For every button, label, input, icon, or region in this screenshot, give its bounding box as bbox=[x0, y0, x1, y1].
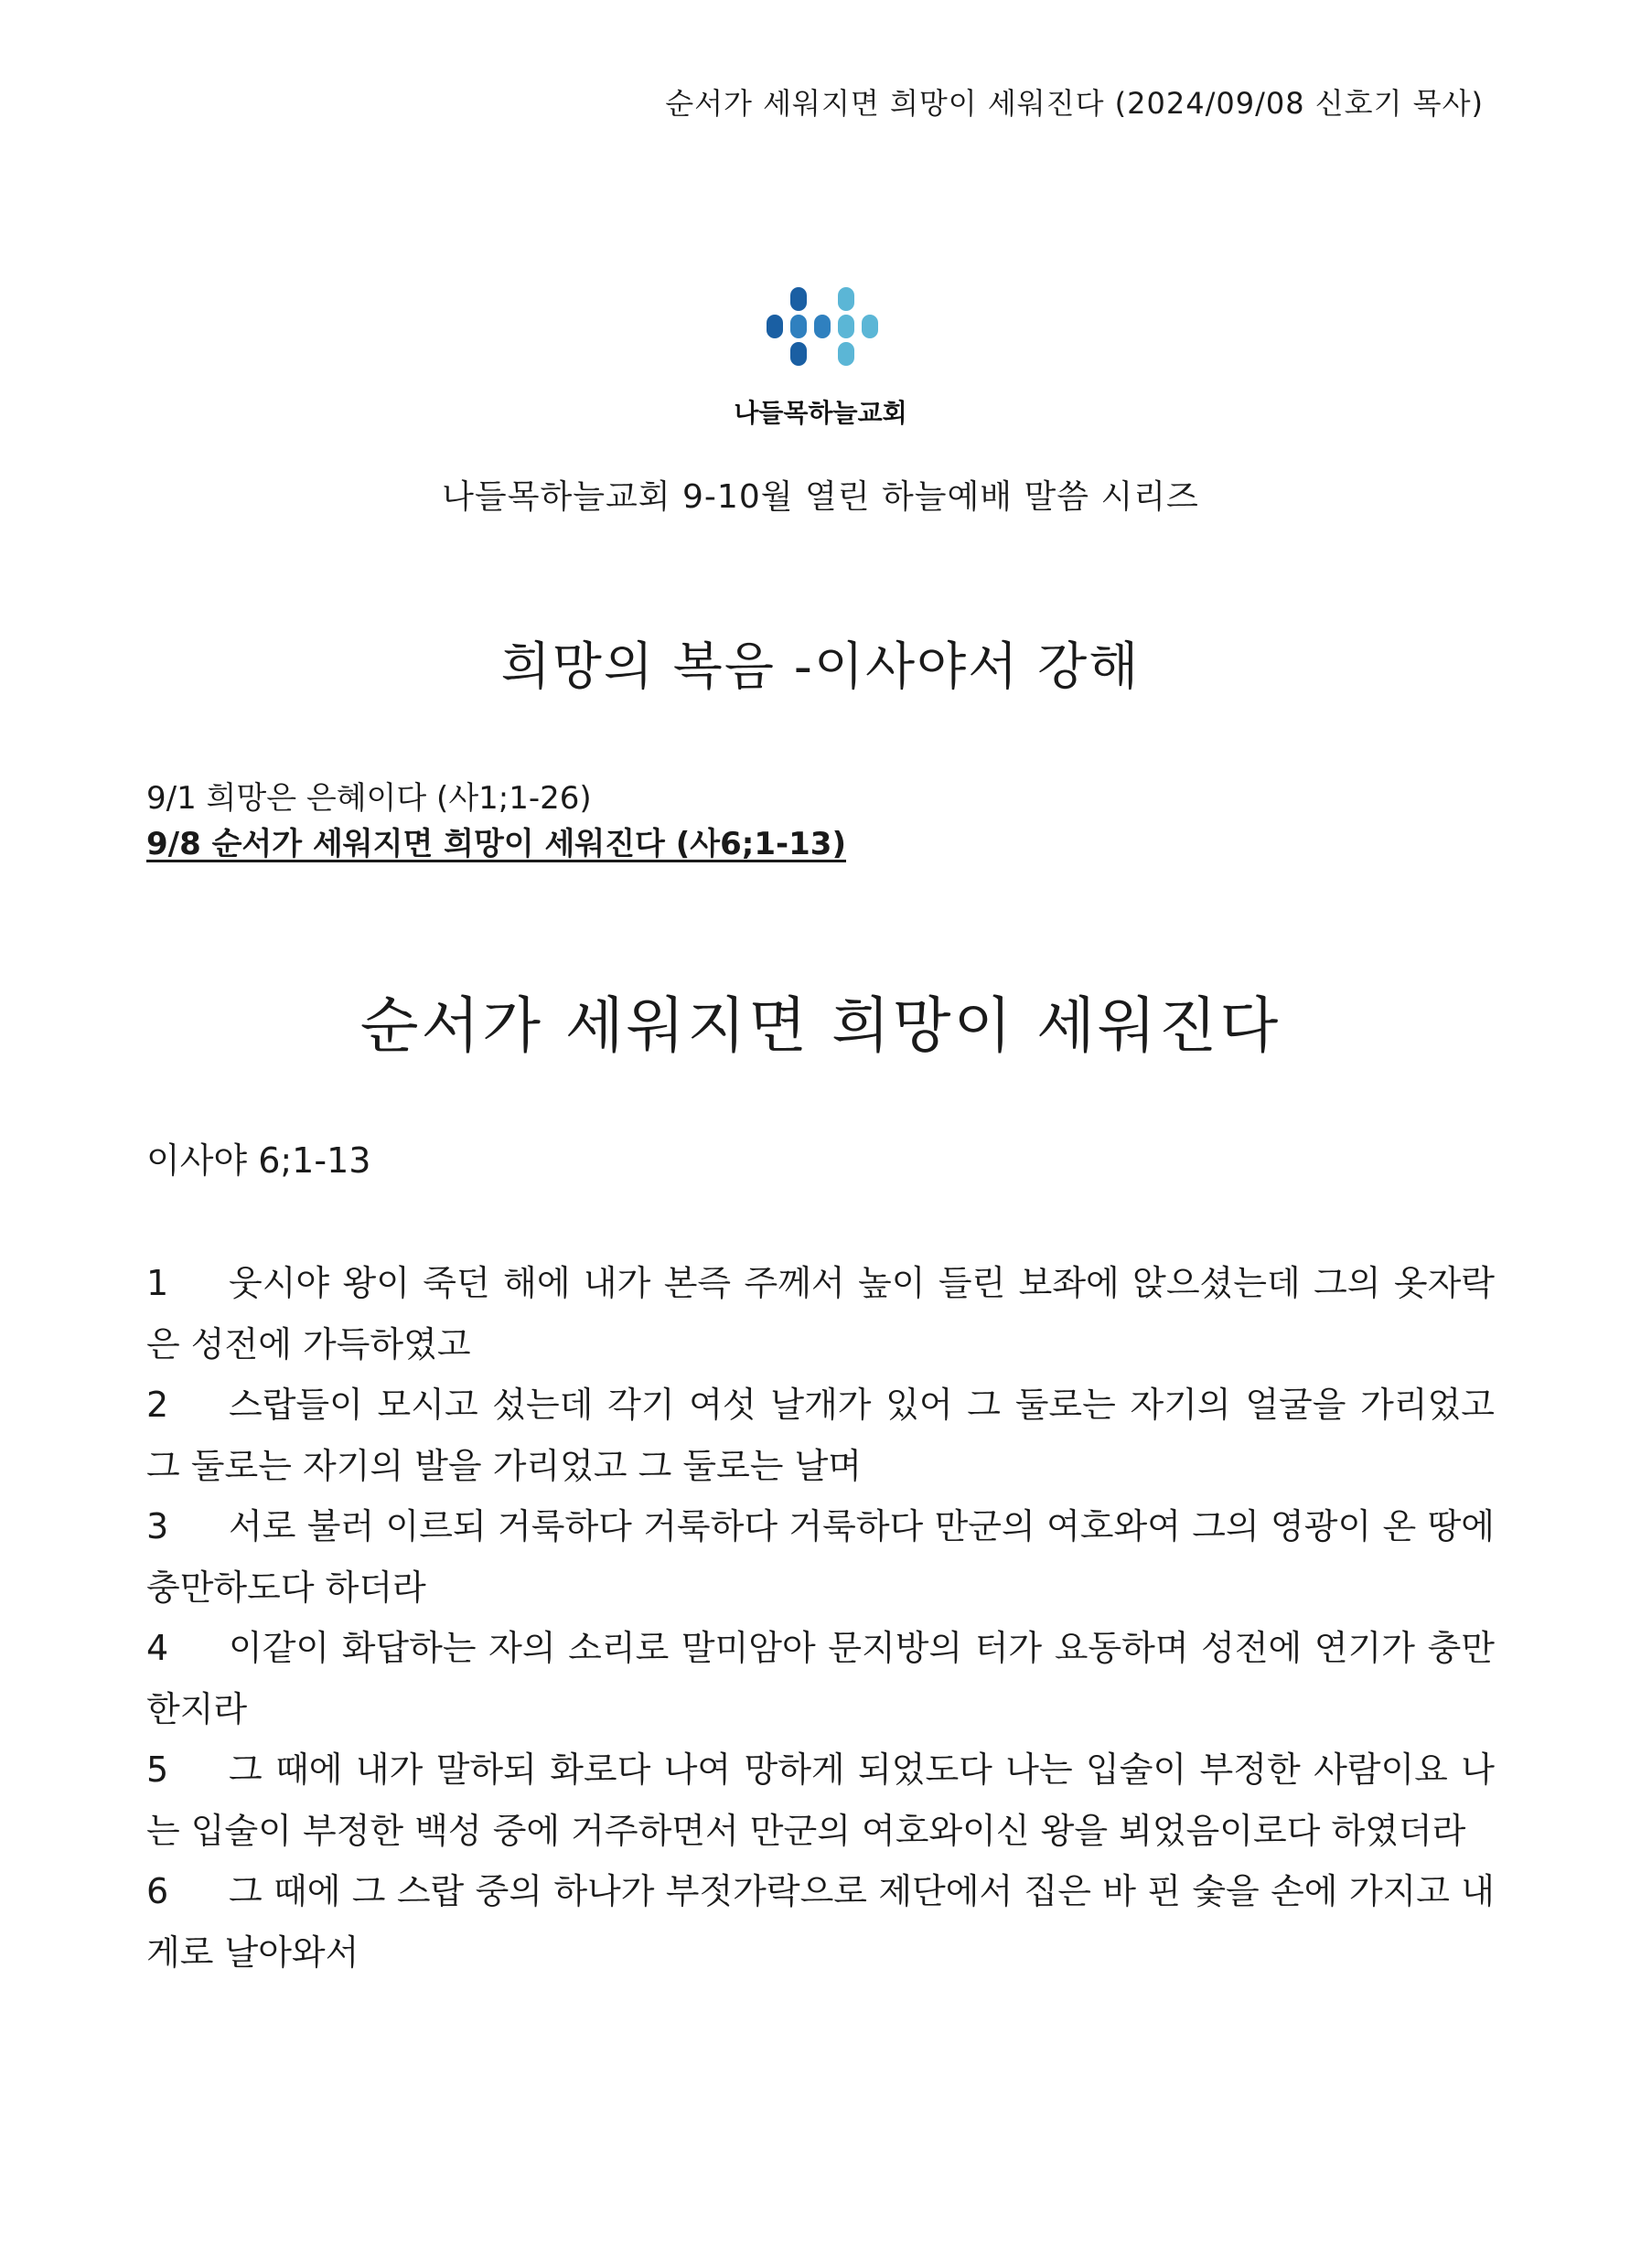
passage-reference: 이사야 6;1-13 bbox=[146, 1140, 371, 1181]
running-header: 순서가 세워지면 희망이 세워진다 (2024/09/08 신호기 목사) bbox=[665, 86, 1484, 121]
verse-text: 이같이 화답하는 자의 소리로 말미암아 문지방의 터가 요동하며 성전에 연기가 충만한지라 bbox=[146, 1628, 1495, 1729]
verse bbox=[146, 1618, 1495, 1739]
verse-text: 서로 불러 이르되 거룩하다 거룩하다 거룩하다 만군의 여호와여 그의 영광이 온 땅에 충만하도다 하더라 bbox=[146, 1506, 1495, 1608]
verse bbox=[146, 1375, 1495, 1496]
schedule-item-current: 9/8 순서가 세워지면 희망이 세워진다 (사6;1-13) bbox=[146, 826, 846, 862]
verse bbox=[146, 1496, 1495, 1618]
verse bbox=[146, 1739, 1495, 1861]
verse bbox=[146, 1861, 1495, 1983]
verse-number: 2 bbox=[146, 1385, 169, 1425]
verse-text: 그 때에 그 스랍 중의 하나가 부젓가락으로 제단에서 집은 바 핀 숯을 손에 가지고 내게로 날아와서 bbox=[146, 1871, 1495, 1973]
verse-number: 3 bbox=[146, 1506, 169, 1546]
cross-dots-logo-icon bbox=[752, 274, 889, 375]
series-title: 희망의 복음 -이사야서 강해 bbox=[500, 637, 1141, 697]
series-subtitle: 나들목하늘교회 9-10월 열린 하늘예배 말씀 시리즈 bbox=[442, 478, 1199, 516]
schedule-item: 9/1 희망은 은혜이다 (사1;1-26) bbox=[146, 780, 592, 817]
church-logo bbox=[0, 274, 1641, 430]
logo-wordmark: 나들목하늘교회 bbox=[734, 398, 907, 428]
sermon-title: 순서가 세워지면 희망이 세워진다 bbox=[359, 990, 1282, 1061]
verse-text: 스랍들이 모시고 섰는데 각기 여섯 날개가 있어 그 둘로는 자기의 얼굴을 가리었고 그 둘로는 자기의 발을 가리었고 그 둘로는 날며 bbox=[146, 1385, 1495, 1486]
verse-text: 웃시야 왕이 죽던 해에 내가 본즉 주께서 높이 들린 보좌에 앉으셨는데 그의 옷자락은 성전에 가득하였고 bbox=[146, 1263, 1495, 1364]
verse-text: 그 때에 내가 말하되 화로다 나여 망하게 되었도다 나는 입술이 부정한 사람이요 나는 입술이 부정한 백성 중에 거주하면서 만군의 여호와이신 왕을 뵈었음이로다 하였더라 bbox=[146, 1749, 1495, 1851]
verse bbox=[146, 1253, 1495, 1375]
verse-number: 1 bbox=[146, 1263, 169, 1303]
verse-number: 5 bbox=[146, 1749, 169, 1790]
scripture-text bbox=[146, 1253, 1495, 1983]
sermon-schedule bbox=[146, 776, 846, 867]
verse-number: 4 bbox=[146, 1628, 169, 1668]
verse-number: 6 bbox=[146, 1871, 169, 1911]
